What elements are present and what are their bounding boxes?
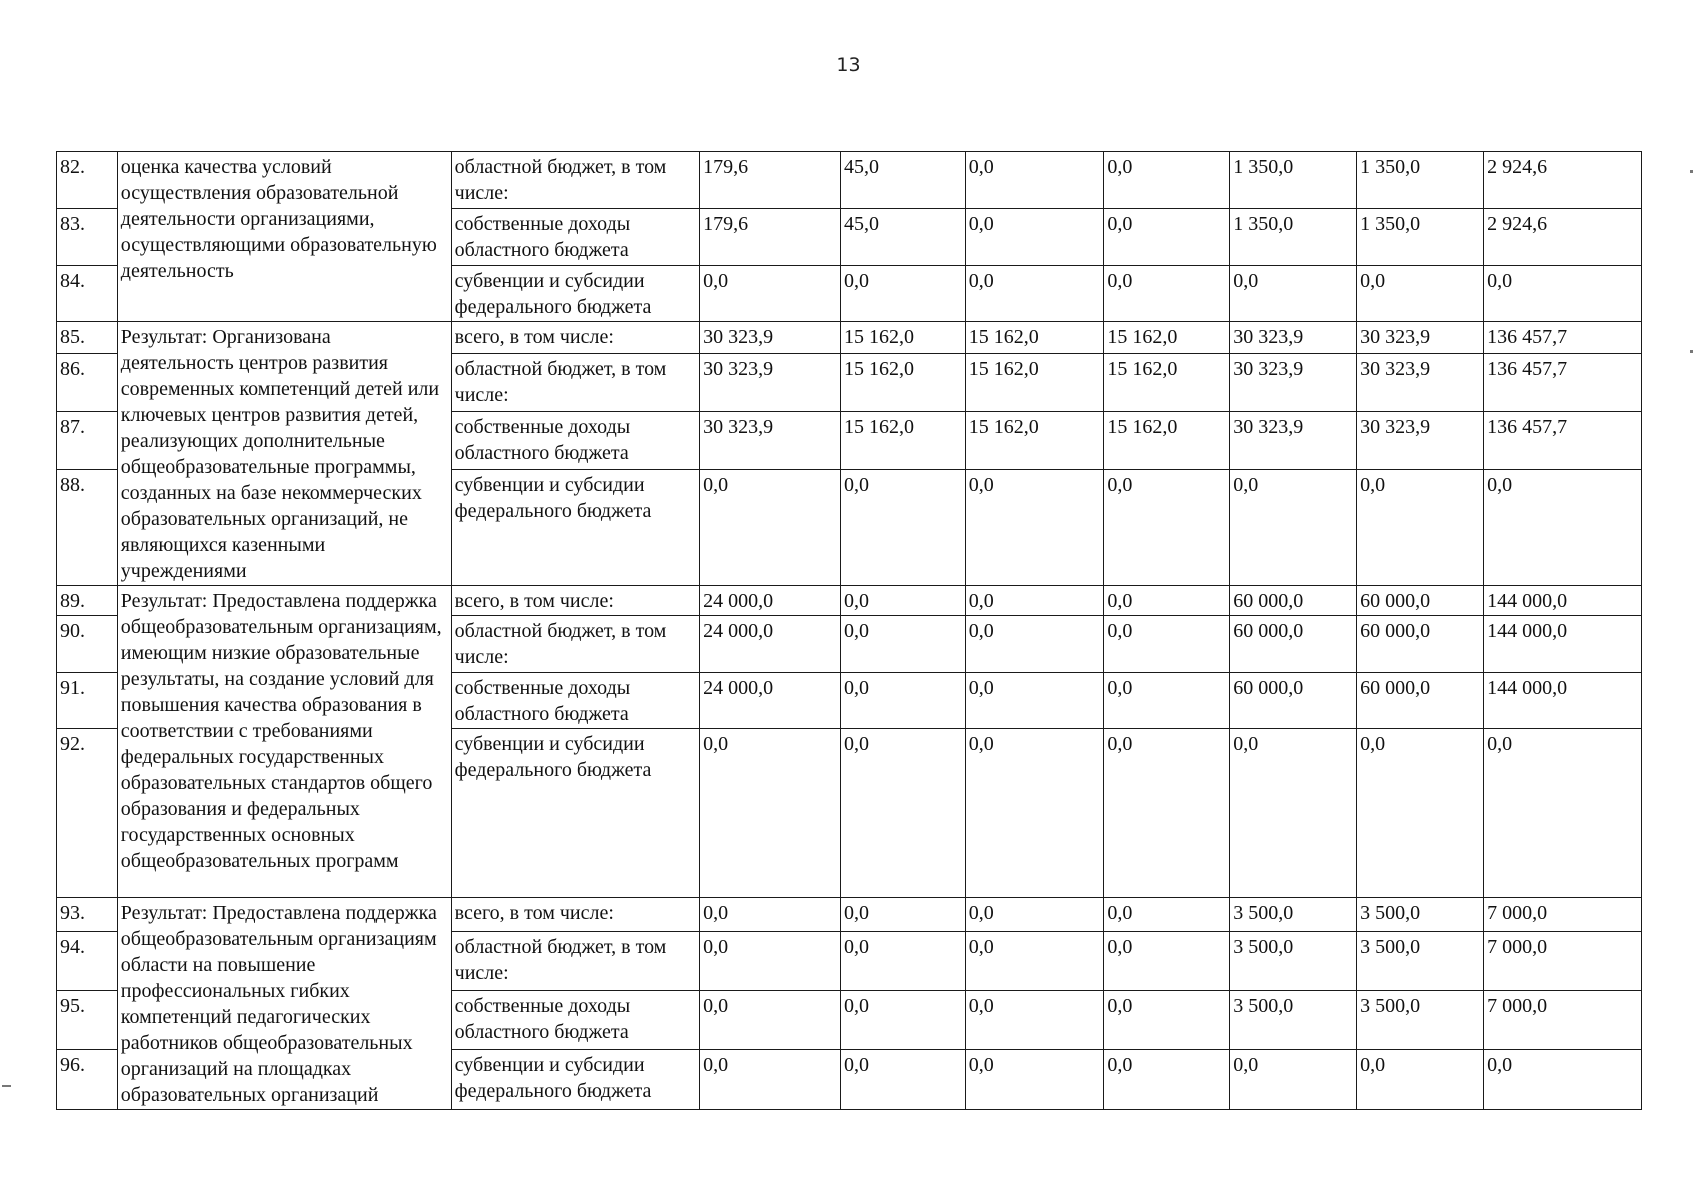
amount-cell: 0,0 [700,1050,841,1110]
row-number: 95. [57,991,118,1050]
row-number: 84. [57,266,118,322]
amount-cell: 1 350,0 [1230,209,1357,266]
amount-cell: 0,0 [840,616,965,673]
table-body [57,152,1642,1110]
amount-cell: 0,0 [965,586,1104,616]
row-number: 89. [57,586,118,616]
amount-cell: 0,0 [1484,729,1642,898]
row-number: 85. [57,322,118,354]
amount-cell: 0,0 [840,991,965,1050]
amount-cell: 144 000,0 [1484,586,1642,616]
amount-cell: 2 924,6 [1484,152,1642,209]
table-row [57,152,1642,209]
amount-cell: 0,0 [700,469,841,585]
funding-source: областной бюджет, в том числе: [451,931,700,991]
amount-cell: 15 162,0 [1104,412,1230,470]
funding-source: субвенции и субсидии федерального бюджета [451,469,700,585]
amount-cell: 136 457,7 [1484,412,1642,470]
amount-cell: 0,0 [1104,469,1230,585]
amount-cell: 15 162,0 [840,322,965,354]
amount-cell: 30 323,9 [1230,354,1357,412]
amount-cell: 0,0 [1104,931,1230,991]
amount-cell: 0,0 [1484,469,1642,585]
amount-cell: 0,0 [840,586,965,616]
amount-cell: 0,0 [1104,152,1230,209]
amount-cell: 30 323,9 [700,322,841,354]
funding-source: всего, в том числе: [451,898,700,932]
amount-cell: 30 323,9 [700,412,841,470]
amount-cell: 3 500,0 [1230,931,1357,991]
funding-source: всего, в том числе: [451,322,700,354]
amount-cell: 15 162,0 [840,354,965,412]
row-number: 87. [57,412,118,470]
amount-cell: 3 500,0 [1230,991,1357,1050]
amount-cell: 0,0 [965,931,1104,991]
amount-cell: 60 000,0 [1230,616,1357,673]
amount-cell: 30 323,9 [700,354,841,412]
amount-cell: 0,0 [1230,266,1357,322]
amount-cell: 7 000,0 [1484,931,1642,991]
amount-cell: 15 162,0 [965,354,1104,412]
amount-cell: 0,0 [840,266,965,322]
amount-cell: 179,6 [700,152,841,209]
amount-cell: 0,0 [1104,673,1230,729]
amount-cell: 7 000,0 [1484,898,1642,932]
amount-cell: 0,0 [1357,469,1484,585]
amount-cell: 1 350,0 [1357,152,1484,209]
result-description: Результат: Организована деятельность центров развития современных компетенций детей или ключевых центров развития детей, реализующих дополнительные общеобразовательные программы, созданных на базе некоммерческих образовательных организаций, не являющихся казенными учреждениями [117,322,451,586]
amount-cell: 0,0 [1357,729,1484,898]
amount-cell: 0,0 [965,991,1104,1050]
amount-cell: 0,0 [1104,1050,1230,1110]
amount-cell: 0,0 [965,209,1104,266]
amount-cell: 24 000,0 [700,586,841,616]
amount-cell: 3 500,0 [1357,931,1484,991]
amount-cell: 0,0 [700,266,841,322]
result-description: Результат: Предоставлена поддержка общеобразовательным организациям, имеющим низкие образовательные результаты, на создание условий для повышения качества образования в соответствии с требованиями федеральных государственных образовательных стандартов общего образования и федеральных государственных основных общеобразовательных программ [117,586,451,898]
funding-source: собственные доходы областного бюджета [451,673,700,729]
amount-cell: 136 457,7 [1484,322,1642,354]
funding-source: всего, в том числе: [451,586,700,616]
amount-cell: 15 162,0 [1104,322,1230,354]
row-number: 83. [57,209,118,266]
amount-cell: 30 323,9 [1357,412,1484,470]
row-number: 93. [57,898,118,932]
amount-cell: 0,0 [1484,1050,1642,1110]
amount-cell: 0,0 [840,898,965,932]
page-number: 13 [836,54,861,76]
amount-cell: 60 000,0 [1357,586,1484,616]
amount-cell: 0,0 [840,673,965,729]
amount-cell: 0,0 [840,729,965,898]
funding-source: субвенции и субсидии федерального бюджета [451,1050,700,1110]
amount-cell: 0,0 [1357,266,1484,322]
amount-cell: 0,0 [965,673,1104,729]
amount-cell: 0,0 [1104,586,1230,616]
amount-cell: 0,0 [700,931,841,991]
amount-cell: 24 000,0 [700,673,841,729]
amount-cell: 60 000,0 [1230,586,1357,616]
funding-source: собственные доходы областного бюджета [451,412,700,470]
amount-cell: 0,0 [1104,729,1230,898]
amount-cell: 3 500,0 [1357,991,1484,1050]
amount-cell: 0,0 [1104,616,1230,673]
funding-source: областной бюджет, в том числе: [451,616,700,673]
amount-cell: 30 323,9 [1357,354,1484,412]
amount-cell: 0,0 [1104,898,1230,932]
amount-cell: 30 323,9 [1230,322,1357,354]
amount-cell: 45,0 [840,209,965,266]
amount-cell: 15 162,0 [965,322,1104,354]
amount-cell: 24 000,0 [700,616,841,673]
amount-cell: 3 500,0 [1230,898,1357,932]
amount-cell: 0,0 [965,729,1104,898]
row-number: 90. [57,616,118,673]
budget-table [56,151,1642,1110]
amount-cell: 0,0 [1104,991,1230,1050]
result-description: Результат: Предоставлена поддержка общеобразовательным организациям области на повышение профессиональных гибких компетенций педагогических работников общеобразовательных организаций на площадках образовательных организаций [117,898,451,1110]
amount-cell: 0,0 [700,729,841,898]
row-number: 91. [57,673,118,729]
amount-cell: 0,0 [1357,1050,1484,1110]
amount-cell: 0,0 [965,1050,1104,1110]
amount-cell: 1 350,0 [1230,152,1357,209]
result-description: оценка качества условий осуществления образовательной деятельности организациями, осуществляющими образовательную деятельность [117,152,451,322]
table-row [57,586,1642,616]
table-row [57,898,1642,932]
amount-cell: 15 162,0 [965,412,1104,470]
amount-cell: 179,6 [700,209,841,266]
amount-cell: 3 500,0 [1357,898,1484,932]
amount-cell: 0,0 [1230,469,1357,585]
scan-artifact [1690,170,1693,173]
amount-cell: 0,0 [1104,209,1230,266]
row-number: 92. [57,729,118,898]
amount-cell: 0,0 [1230,729,1357,898]
row-number: 88. [57,469,118,585]
amount-cell: 60 000,0 [1357,673,1484,729]
row-number: 82. [57,152,118,209]
amount-cell: 2 924,6 [1484,209,1642,266]
funding-source: субвенции и субсидии федерального бюджета [451,729,700,898]
funding-source: областной бюджет, в том числе: [451,354,700,412]
amount-cell: 0,0 [840,931,965,991]
amount-cell: 0,0 [1230,1050,1357,1110]
funding-source: областной бюджет, в том числе: [451,152,700,209]
amount-cell: 0,0 [965,898,1104,932]
amount-cell: 0,0 [965,616,1104,673]
amount-cell: 45,0 [840,152,965,209]
row-number: 96. [57,1050,118,1110]
amount-cell: 7 000,0 [1484,991,1642,1050]
row-number: 86. [57,354,118,412]
amount-cell: 60 000,0 [1230,673,1357,729]
amount-cell: 15 162,0 [840,412,965,470]
amount-cell: 15 162,0 [1104,354,1230,412]
amount-cell: 0,0 [965,469,1104,585]
amount-cell: 144 000,0 [1484,673,1642,729]
amount-cell: 0,0 [965,152,1104,209]
amount-cell: 0,0 [1104,266,1230,322]
amount-cell: 144 000,0 [1484,616,1642,673]
scan-artifact [1690,350,1693,353]
table-row [57,322,1642,354]
amount-cell: 136 457,7 [1484,354,1642,412]
amount-cell: 0,0 [965,266,1104,322]
scan-artifact [2,1085,11,1087]
funding-source: субвенции и субсидии федерального бюджета [451,266,700,322]
amount-cell: 0,0 [700,898,841,932]
amount-cell: 0,0 [700,991,841,1050]
amount-cell: 30 323,9 [1357,322,1484,354]
amount-cell: 1 350,0 [1357,209,1484,266]
amount-cell: 60 000,0 [1357,616,1484,673]
amount-cell: 0,0 [1484,266,1642,322]
row-number: 94. [57,931,118,991]
amount-cell: 0,0 [840,1050,965,1110]
amount-cell: 30 323,9 [1230,412,1357,470]
funding-source: собственные доходы областного бюджета [451,209,700,266]
amount-cell: 0,0 [840,469,965,585]
funding-source: собственные доходы областного бюджета [451,991,700,1050]
